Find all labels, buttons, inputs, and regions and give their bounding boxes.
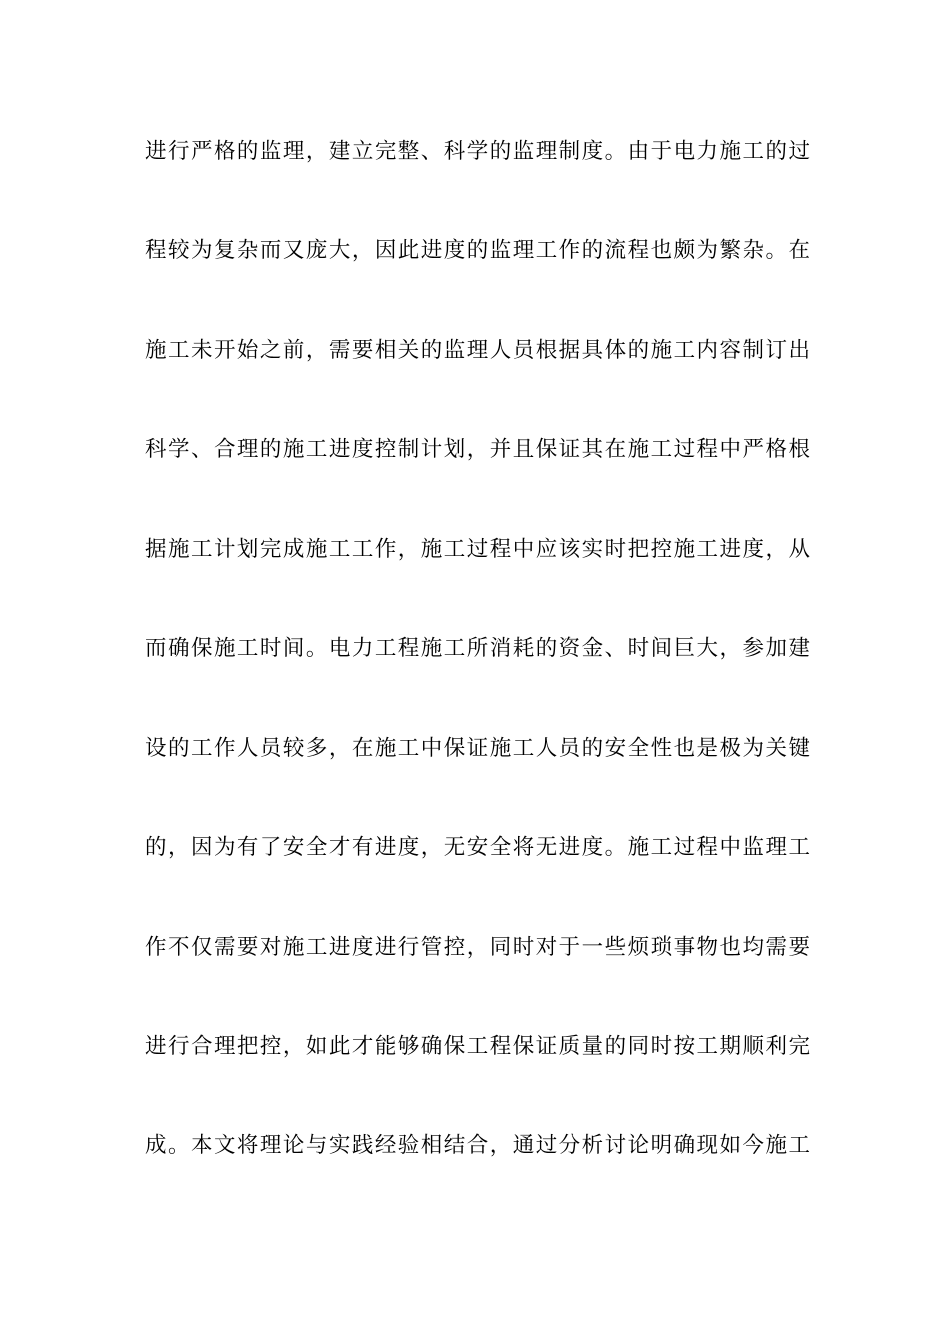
text-line-11: 成。本文将理论与实践经验相结合，通过分析讨论明确现如今施工	[145, 1133, 810, 1158]
text-line-10: 进行合理把控，如此才能够确保工程保证质量的同时按工期顺利完	[145, 1034, 810, 1059]
text-line-7: 设的工作人员较多，在施工中保证施工人员的安全性也是极为关键	[145, 736, 810, 761]
text-line-1: 进行严格的监理，建立完整、科学的监理制度。由于电力施工的过	[145, 139, 810, 164]
text-line-8: 的，因为有了安全才有进度，无安全将无进度。施工过程中监理工	[145, 835, 810, 860]
text-line-6: 而确保施工时间。电力工程施工所消耗的资金、时间巨大，参加建	[145, 636, 810, 661]
text-line-2: 程较为复杂而又庞大，因此进度的监理工作的流程也颇为繁杂。在	[145, 238, 810, 263]
text-line-3: 施工未开始之前，需要相关的监理人员根据具体的施工内容制订出	[145, 338, 810, 363]
text-line-5: 据施工计划完成施工工作，施工过程中应该实时把控施工进度，从	[145, 537, 810, 562]
text-line-9: 作不仅需要对施工进度进行管控，同时对于一些烦琐事物也均需要	[145, 935, 810, 960]
text-line-4: 科学、合理的施工进度控制计划，并且保证其在施工过程中严格根	[145, 437, 810, 462]
